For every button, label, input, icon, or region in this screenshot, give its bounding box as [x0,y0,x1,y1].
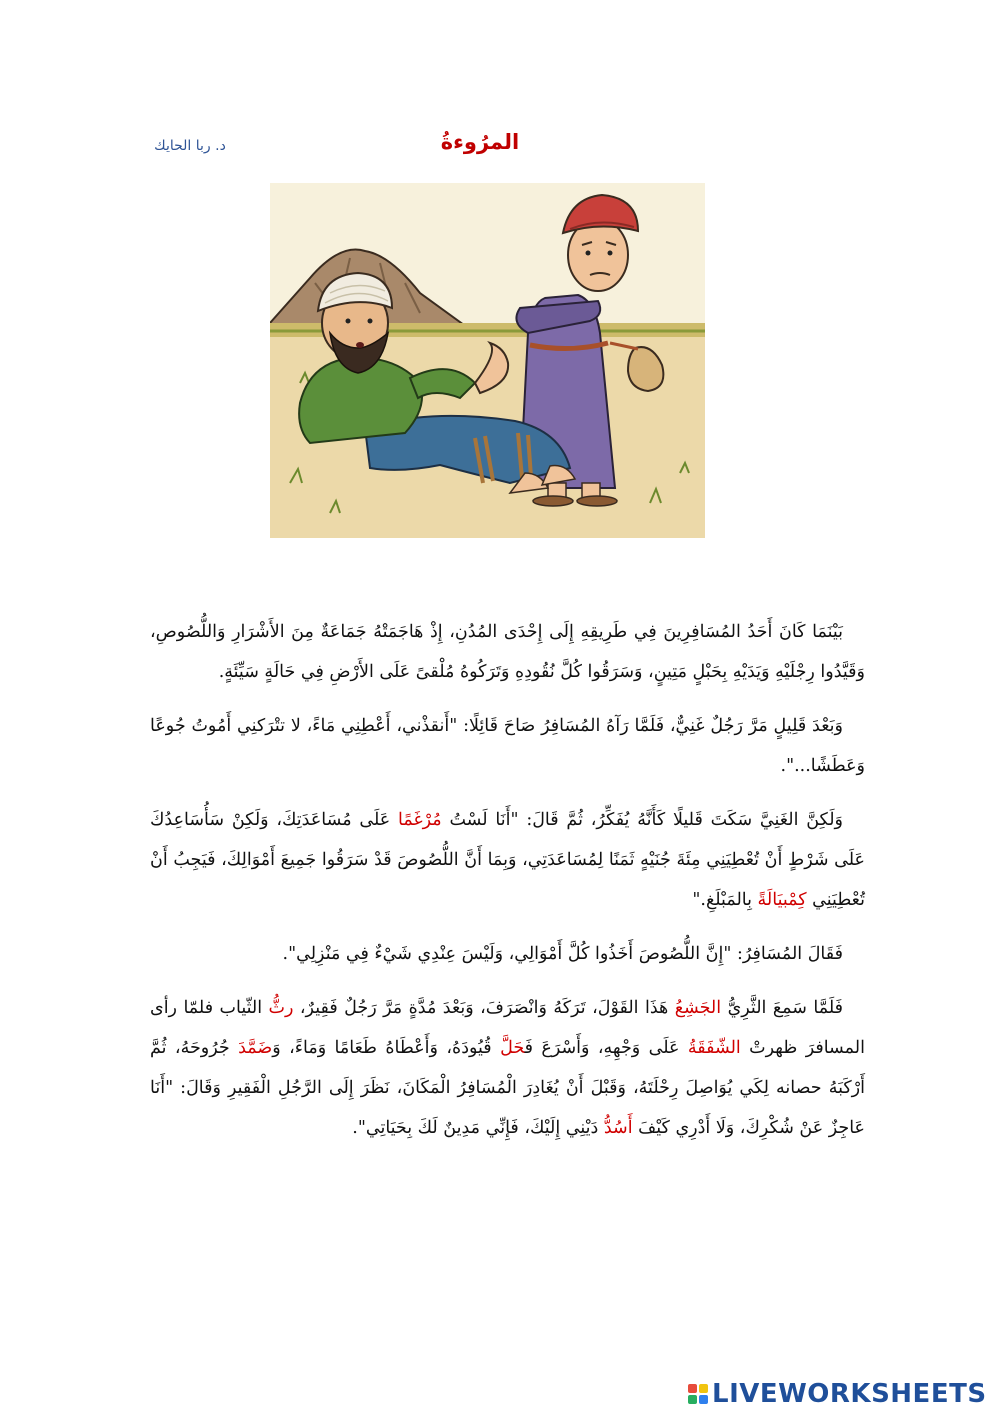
vocab-word: ضَمَّدَ [238,1038,273,1058]
story-illustration [270,183,705,538]
logo-square [699,1395,708,1404]
logo-square [699,1384,708,1393]
vocab-word: أَسُدُّ [603,1118,633,1138]
vocab-word: الشّفَقَةُ [687,1038,741,1058]
paragraph-3-text: وَلَكِنَّ الغَنِيَّ سَكَتَ قَليلًا كَأَنَّهُ يُفَكِّرُ، ثُمَّ قَالَ: "أَنَا لَسْتُ [441,810,843,830]
logo-grid-icon [688,1384,708,1404]
vocab-word: مُرْغَمًا [398,810,442,830]
liveworksheets-logo[interactable] [688,1376,987,1412]
page-title: المرُوءةُ [440,130,520,154]
paragraph-5-text: عَلَى وَجْهِهِ، وَأَسْرَعَ فَ [524,1038,688,1058]
author-name: د. ربا الحايك [154,138,226,154]
paragraph-4: فَقَالَ المُسَافِرُ: "إِنَّ اللُّصُوصَ أَخَذُوا كُلَّ أَمْوَالِي، وَلَيْسَ عِنْدِي شَيْءٌ فِي مَنْزِلِي". [282,944,843,964]
logo-square [688,1384,697,1393]
paragraph-2: وَبَعْدَ قَلِيلٍ مَرَّ رَجُلٌ غَنِيٌّ، فَلَمَّا رَآهُ المُسَافِرُ صَاحَ قَائِلًا: "أَنقذْني، أَعْطِنِي مَاءً، لا تتْرَكنِي أَمُوتُ جُوعًا وَعَطَشًا...". [150,716,865,776]
paragraph-3-text: عَلَى مُسَاعَدَتِكَ، وَلَكِنْ سَأُسَاعِدُكَ عَلَى شَرْطٍ أَنْ تُعْطِيَنِي مِئَةَ جُنَيْهٍ ثَمَنًا لِمُسَاعَدَتِي، وَبِمَا أَنَّ اللُّصُوصَ قَدْ سَرَقُوا جَمِيعَ أَمْوَالِكَ، فَيَجِبُ أَنْ تُعْطِيَنِي [150,810,865,910]
vocab-word: الجَشِعُ [674,998,722,1018]
paragraph-5-text: هَذَا القَوْلَ، تَرَكَهُ وَانْصَرَفَ، وَبَعْدَ مُدَّةٍ مَرَّ رَجُلٌ فَقِيرٌ، [293,998,675,1018]
paragraph-3-text: بِالمَبْلَغِ." [692,890,758,910]
paragraph-5-text: قُيُودَهُ، وَأَعْطَاهُ طَعَامًا وَمَاءً، وَ [272,1038,501,1058]
brand-name: LIVEWORKSHEETS [712,1379,987,1409]
paragraph-5-text: دَيْنِي إِلَيْكَ، فَإِنِّي مَدِينٌ لَكَ بِحَيَاتِي". [352,1118,604,1138]
vocab-word: كِمْبيَالَةً [757,890,807,910]
paragraph-5-text: جُرُوحَهُ، ثُمَّ أَرْكَبَهُ حصانه لِكَي يُوَاصِلَ رِحْلَتَهُ، وَقَبْلَ أَنْ يُغَادِرَ الْمُسَافِرُ الْمَكَانَ، نَظَرَ إِلَى الرَّجُلِ الْفَقِيرِ وَقَالَ: "أَنَا عَاجِزٌ عَنْ شُكْرِكَ، وَلَا أَدْرِي كَيْفَ [150,1038,865,1138]
paragraph-3 [150,800,865,920]
vocab-word: حَلَّ [500,1038,525,1058]
paragraph-1: بَيْنَمَا كَانَ أَحَدُ المُسَافِرِينَ فِي طَرِيقِهِ إِلَى إِحْدَى المُدُنِ، إِذْ هَاجَمَتْهُ جَمَاعَةٌ مِنَ الأَشْرَارِ وَاللُّصُوصِ، وَقَيَّدُوا رِجْلَيْهِ وَيَدَيْهِ بِحَبْلٍ مَتِينٍ، وَسَرَقُوا كُلَّ نُقُودِهِ وَتَرَكُوهُ مُلْقىً عَلَى الأَرْضِ فِي حَالَةٍ سَيِّئَةٍ. [150,622,865,682]
story-text [150,612,865,1162]
paragraph-5 [150,988,865,1148]
vocab-word: رثُّ [268,998,294,1018]
paragraph-5-text: الثّياب فلمّا رأى المسافرَ ظهرتْ [150,998,865,1058]
logo-square [688,1395,697,1404]
paragraph-5-text: فَلَمَّا سَمِعَ الثَّرِيُّ [721,998,843,1018]
